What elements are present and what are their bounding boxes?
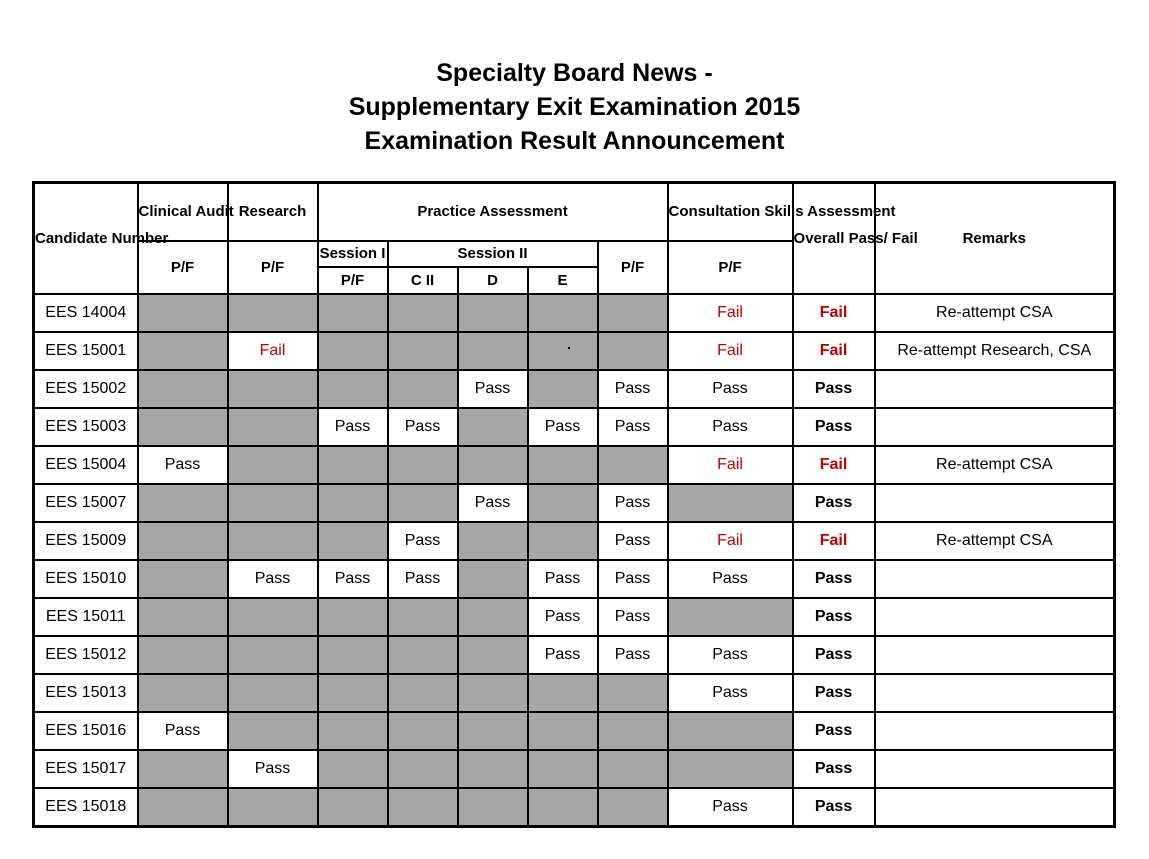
result-cell-research [228,788,318,827]
result-cell-research: Pass [228,560,318,598]
header-practice-pf: P/F [598,241,668,294]
candidate-number-cell: EES 15017 [34,750,138,788]
result-cell-csa [668,750,793,788]
result-cell-e: Pass [528,636,598,674]
remarks-cell [875,674,1115,712]
result-cell-csa: Fail [668,522,793,560]
result-cell-csa: Fail [668,332,793,370]
result-cell-audit [138,788,228,827]
candidate-number-cell: EES 15012 [34,636,138,674]
result-cell-d [458,408,528,446]
candidate-number-cell: EES 15004 [34,446,138,484]
overall-result-cell: Pass [793,560,875,598]
title-line-3: Examination Result Announcement [364,127,785,155]
result-cell-d [458,788,528,827]
result-cell-e: Pass [528,598,598,636]
result-cell-audit [138,522,228,560]
table-row [34,788,1115,827]
table-row [34,674,1115,712]
result-cell-audit [138,598,228,636]
result-cell-s1 [318,636,388,674]
result-cell-d [458,598,528,636]
table-row [34,712,1115,750]
result-cell-d [458,674,528,712]
result-cell-pa: Pass [598,636,668,674]
result-cell-s1 [318,750,388,788]
result-cell-pa [598,332,668,370]
title-line-2: Supplementary Exit Examination 2015 [348,93,801,121]
result-cell-d [458,522,528,560]
overall-result-cell: Pass [793,636,875,674]
remarks-cell [875,370,1115,408]
overall-result-cell: Pass [793,788,875,827]
header-clinical-audit: Clinical Audit [138,183,228,242]
remarks-cell [875,560,1115,598]
overall-result-cell: Pass [793,484,875,522]
result-cell-pa: Pass [598,484,668,522]
remarks-cell: Re-attempt CSA [875,294,1115,332]
candidate-number-cell: EES 15002 [34,370,138,408]
result-cell-e [528,446,598,484]
header-session-1: Session I [318,241,388,267]
result-cell-cii [388,484,458,522]
candidate-number-cell: EES 15009 [34,522,138,560]
overall-result-cell: Fail [793,446,875,484]
result-cell-cii [388,712,458,750]
overall-result-cell: Fail [793,522,875,560]
candidate-number-cell: EES 15001 [34,332,138,370]
result-cell-pa: Pass [598,408,668,446]
table-row [34,560,1115,598]
header-csa-pf: P/F [668,241,793,294]
result-cell-csa: Pass [668,408,793,446]
result-cell-csa [668,484,793,522]
result-cell-research [228,370,318,408]
result-cell-pa [598,294,668,332]
candidate-number-cell: EES 15013 [34,674,138,712]
result-cell-d [458,446,528,484]
results-table-body [34,294,1115,827]
table-row [34,408,1115,446]
result-cell-e [528,294,598,332]
table-row [34,294,1115,332]
result-cell-csa: Pass [668,560,793,598]
result-cell-cii: Pass [388,408,458,446]
result-cell-pa [598,750,668,788]
result-cell-cii [388,294,458,332]
results-table-header [34,183,1115,295]
result-cell-audit: Pass [138,712,228,750]
result-cell-csa [668,712,793,750]
result-cell-e [528,788,598,827]
result-cell-pa [598,788,668,827]
overall-result-cell: Fail [793,294,875,332]
result-cell-s1: Pass [318,560,388,598]
remarks-cell: Re-attempt CSA [875,522,1115,560]
result-cell-e [528,712,598,750]
result-cell-research [228,674,318,712]
result-cell-audit [138,750,228,788]
table-row [34,446,1115,484]
candidate-number-cell: EES 14004 [34,294,138,332]
announcement-title [0,56,1149,158]
result-cell-research: Pass [228,750,318,788]
result-cell-audit: Pass [138,446,228,484]
result-cell-csa: Pass [668,370,793,408]
header-cii: C II [388,267,458,294]
result-cell-cii [388,674,458,712]
result-cell-research [228,446,318,484]
overall-result-cell: Pass [793,712,875,750]
remarks-cell [875,788,1115,827]
header-d: D [458,267,528,294]
result-cell-research [228,636,318,674]
result-cell-s1: Pass [318,408,388,446]
result-cell-pa [598,446,668,484]
result-cell-audit [138,484,228,522]
result-cell-research [228,522,318,560]
table-row [34,370,1115,408]
stray-dot-mark [568,347,570,349]
candidate-number-cell: EES 15003 [34,408,138,446]
candidate-number-cell: EES 15007 [34,484,138,522]
result-cell-csa: Pass [668,788,793,827]
result-cell-cii [388,332,458,370]
remarks-cell [875,712,1115,750]
candidate-number-cell: EES 15018 [34,788,138,827]
header-audit-pf: P/F [138,241,228,294]
title-line-1: Specialty Board News - [436,59,713,87]
candidate-number-cell: EES 15011 [34,598,138,636]
remarks-cell [875,484,1115,522]
header-practice-assessment: Practice Assessment [318,183,668,242]
result-cell-e [528,522,598,560]
result-cell-audit [138,560,228,598]
table-row [34,598,1115,636]
result-cell-research [228,712,318,750]
header-e: E [528,267,598,294]
header-research-pf: P/F [228,241,318,294]
result-cell-pa: Pass [598,598,668,636]
result-cell-e: Pass [528,560,598,598]
result-cell-d: Pass [458,370,528,408]
result-cell-csa [668,598,793,636]
result-cell-research [228,598,318,636]
result-cell-audit [138,408,228,446]
remarks-cell [875,750,1115,788]
result-cell-audit [138,636,228,674]
result-cell-csa: Pass [668,636,793,674]
header-consultation-skills: Consultation Skills Assessment [668,183,793,242]
result-cell-cii [388,750,458,788]
header-session-2: Session II [388,241,598,267]
result-cell-s1 [318,598,388,636]
result-cell-research [228,294,318,332]
result-cell-e [528,370,598,408]
result-cell-research [228,484,318,522]
result-cell-cii [388,446,458,484]
result-cell-cii [388,598,458,636]
table-row [34,484,1115,522]
overall-result-cell: Pass [793,408,875,446]
result-cell-d [458,332,528,370]
result-cell-s1 [318,788,388,827]
result-cell-d: Pass [458,484,528,522]
remarks-cell [875,408,1115,446]
result-cell-cii: Pass [388,560,458,598]
result-cell-s1 [318,332,388,370]
result-cell-pa: Pass [598,370,668,408]
result-cell-cii [388,636,458,674]
result-cell-pa: Pass [598,522,668,560]
result-cell-audit [138,332,228,370]
result-cell-e: Pass [528,408,598,446]
header-candidate-number: Candidate Number [34,183,138,295]
header-overall: Overall Pass/ Fail [793,183,875,295]
header-research: Research [228,183,318,242]
result-cell-s1 [318,674,388,712]
header-session-1-pf: P/F [318,267,388,294]
table-row [34,636,1115,674]
result-cell-d [458,294,528,332]
result-cell-csa: Pass [668,674,793,712]
header-remarks: Remarks [875,183,1115,295]
table-row [34,332,1115,370]
result-cell-pa [598,712,668,750]
remarks-cell: Re-attempt CSA [875,446,1115,484]
result-cell-s1 [318,712,388,750]
remarks-cell: Re-attempt Research, CSA [875,332,1115,370]
overall-result-cell: Pass [793,750,875,788]
result-cell-e [528,484,598,522]
result-cell-e [528,674,598,712]
result-cell-pa [598,674,668,712]
overall-result-cell: Pass [793,370,875,408]
result-cell-cii: Pass [388,522,458,560]
result-cell-csa: Fail [668,446,793,484]
result-cell-csa: Fail [668,294,793,332]
remarks-cell [875,598,1115,636]
result-cell-s1 [318,522,388,560]
result-cell-e [528,750,598,788]
candidate-number-cell: EES 15016 [34,712,138,750]
result-cell-research: Fail [228,332,318,370]
result-cell-audit [138,674,228,712]
result-cell-d [458,560,528,598]
result-cell-s1 [318,370,388,408]
result-cell-d [458,636,528,674]
result-cell-s1 [318,484,388,522]
result-cell-s1 [318,294,388,332]
result-cell-cii [388,788,458,827]
result-cell-audit [138,370,228,408]
result-cell-research [228,408,318,446]
results-table [32,181,1116,828]
result-cell-e [528,332,598,370]
overall-result-cell: Fail [793,332,875,370]
result-cell-d [458,750,528,788]
result-cell-cii [388,370,458,408]
result-cell-pa: Pass [598,560,668,598]
result-cell-d [458,712,528,750]
overall-result-cell: Pass [793,674,875,712]
result-cell-s1 [318,446,388,484]
table-row [34,750,1115,788]
candidate-number-cell: EES 15010 [34,560,138,598]
result-cell-audit [138,294,228,332]
overall-result-cell: Pass [793,598,875,636]
remarks-cell [875,636,1115,674]
table-row [34,522,1115,560]
